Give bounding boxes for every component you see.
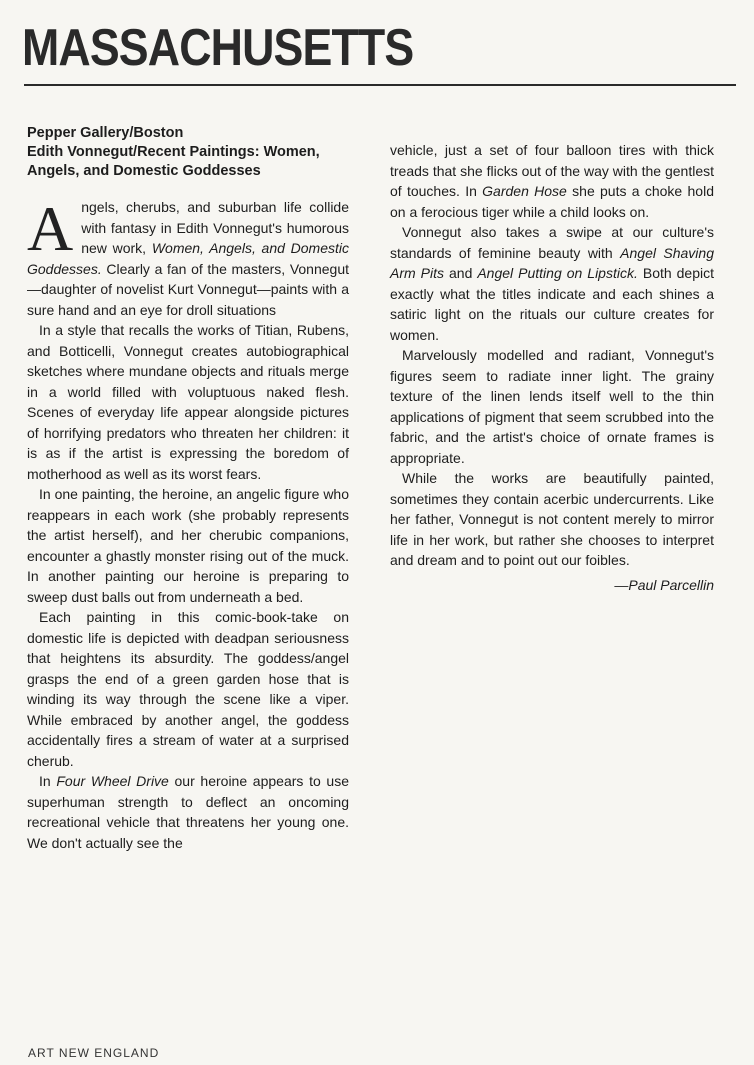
- section-title: MASSACHUSETTS: [22, 19, 414, 77]
- paragraph-3: In one painting, the heroine, an angelic figure who reappears in each work (she probably represents the artist herself), and her cherubic companions, encounter a ghastly monster rising out of the muck. In another painting our heroine is preparing to sweep dust balls out from underneath a bed.: [27, 486, 349, 605]
- paragraph-1: [27, 193, 349, 320]
- paragraph-7-title-1: Angel Shaving Arm Pits: [390, 244, 714, 281]
- paragraph-1-title: Women, Angels, and Domestic Goddesses.: [27, 240, 349, 277]
- paragraph-5: [27, 771, 349, 853]
- paragraph-7-lead: Vonnegut also takes a swipe at our culture's standards of feminine beauty with: [390, 224, 714, 261]
- paragraph-4: Each painting in this comic-book-take on domestic life is depicted with deadpan seriousness that heightens its absurdity. The goddess/angel grasps the end of a green garden hose that is winding its way through the scene like a viper. While embraced by another angel, the goddess accidentally fires a stream of water at a surprised cherub.: [27, 609, 349, 769]
- paragraph-1-tail: Clearly a fan of the masters, Vonnegut—daughter of novelist Kurt Vonnegut—paints with a sure hand and an eye for droll situations: [27, 260, 349, 318]
- show-title-line-2: Angels, and Domestic Goddesses: [27, 163, 261, 179]
- paragraph-7-mid: and: [444, 265, 478, 281]
- paragraph-7: [390, 222, 714, 345]
- paragraph-5-title: Four Wheel Drive: [56, 773, 169, 789]
- paragraph-8: Marvelously modelled and radiant, Vonnegut's figures seem to radiate inner light. The grainy texture of the linen lends itself well to the thin applications of pigment that seem scrubbed into the fabric, and the artist's choice of ornate frames is appropriate.: [390, 347, 714, 466]
- paragraph-7-tail: Both depict exactly what the titles indicate and each shines a satiric light on the rituals our culture creates for women.: [390, 265, 714, 343]
- show-title-line-1: Edith Vonnegut/Recent Paintings: Women,: [27, 144, 320, 160]
- paragraph-6-head: vehicle, just a set of four balloon tires with thick treads that she flicks out of the way with the gentlest of touches. In: [390, 142, 714, 199]
- article-column-right: [390, 140, 714, 595]
- drop-cap: A: [27, 193, 74, 264]
- paragraph-6: [390, 140, 714, 222]
- article-column-left: [27, 124, 349, 853]
- byline: —Paul Parcellin: [614, 576, 714, 593]
- review-heading: [27, 124, 349, 181]
- paragraph-9: While the works are beautifully painted, sometimes they contain acerbic undercurrents. Like her father, Vonnegut is not content merely to mirror life in her work, but rather she chooses to interpret and dream and to point out our foibles.: [390, 470, 714, 568]
- publication-footer: ART NEW ENGLAND: [28, 1046, 160, 1060]
- paragraph-6-tail: she puts a choke hold on a ferocious tiger while a child looks on.: [390, 183, 714, 220]
- header-rule: [24, 84, 736, 86]
- paragraph-5-tail: our heroine appears to use superhuman strength to deflect an oncoming recreational vehicle that threatens her young one. We don't actually see the: [27, 773, 349, 851]
- gallery-name: Pepper Gallery/Boston: [27, 125, 184, 141]
- paragraph-2: In a style that recalls the works of Titian, Rubens, and Botticelli, Vonnegut creates autobiographical sketches where mundane objects and rituals merge in a world filled with voluptuous naked flesh. Scenes of everyday life appear alongside pictures of horrifying predators who threaten her children: it is as if the artist is expressing the boredom of motherhood as well as its worst fears.: [27, 322, 349, 482]
- paragraph-7-title-2: Angel Putting on Lipstick.: [477, 265, 638, 281]
- paragraph-1-text: ngels, cherubs, and suburban life collide with fantasy in Edith Vonnegut's humorous new work,: [81, 199, 349, 256]
- paragraph-5-lead: In: [39, 773, 57, 789]
- paragraph-6-title: Garden Hose: [482, 183, 567, 199]
